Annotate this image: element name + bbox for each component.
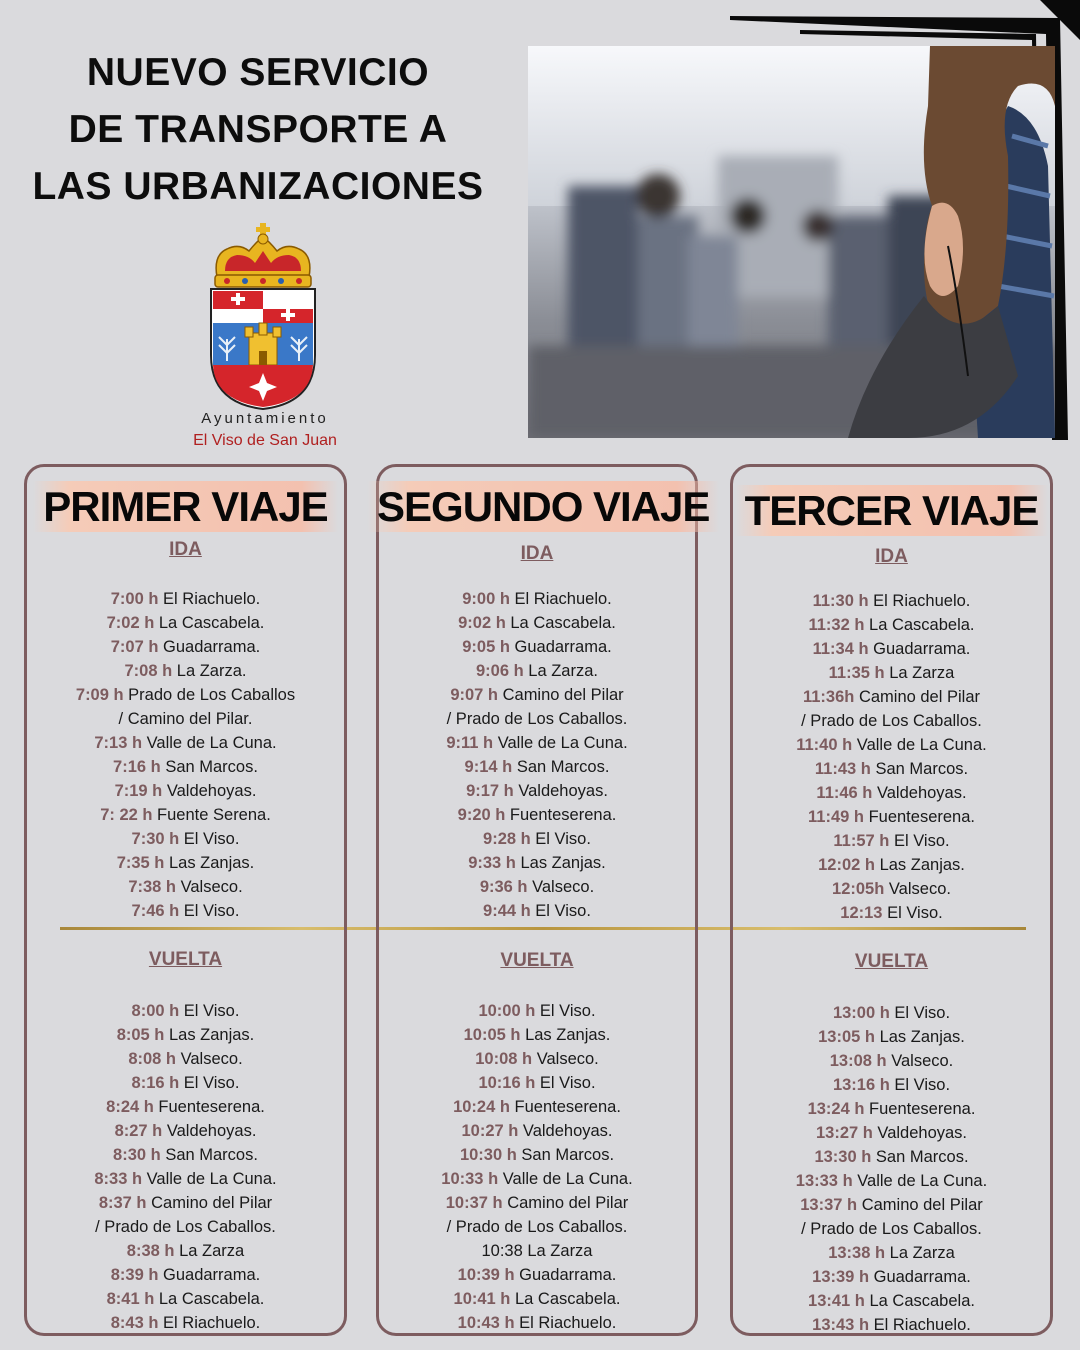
schedule-time: 10:37 h bbox=[445, 1194, 503, 1212]
schedule-row bbox=[733, 589, 1050, 613]
schedule-row bbox=[27, 899, 344, 923]
bus-interior-photo bbox=[528, 46, 1055, 438]
schedule-stop: La Zarza bbox=[884, 664, 955, 682]
schedule-stop: El Riachuelo. bbox=[509, 590, 612, 608]
schedule-row bbox=[27, 1239, 344, 1263]
schedule-stop: El Viso. bbox=[179, 830, 240, 848]
schedule-time: 13:05 h bbox=[818, 1028, 875, 1046]
schedule-time: 9:00 h bbox=[462, 590, 510, 608]
ida-label: IDA bbox=[169, 539, 202, 560]
schedule-row bbox=[27, 779, 344, 803]
schedule-time: 7:19 h bbox=[114, 782, 163, 800]
vuelta-schedule bbox=[27, 999, 344, 1335]
schedule-row bbox=[733, 1193, 1050, 1217]
schedule-time: 11:40 h bbox=[796, 736, 853, 754]
schedule-row bbox=[379, 779, 695, 803]
schedule-time: 9:33 h bbox=[468, 854, 516, 872]
schedule-time: 11:30 h bbox=[812, 592, 869, 610]
schedule-stop: Guadarrama. bbox=[509, 638, 612, 656]
schedule-time: 10:41 h bbox=[453, 1290, 511, 1308]
schedule-stop: San Marcos. bbox=[160, 1146, 258, 1164]
schedule-time: 8:16 h bbox=[131, 1074, 180, 1092]
schedule-row bbox=[733, 613, 1050, 637]
vuelta-schedule bbox=[379, 999, 695, 1335]
schedule-stop: El Riachuelo. bbox=[869, 1316, 971, 1334]
ida-label: IDA bbox=[875, 546, 908, 567]
schedule-stop: Camino del Pilar bbox=[502, 1194, 629, 1212]
schedule-row bbox=[27, 1311, 344, 1335]
schedule-time: 10:24 h bbox=[453, 1098, 510, 1116]
schedule-stop: San Marcos. bbox=[870, 760, 969, 778]
schedule-stop: Valseco. bbox=[886, 1052, 954, 1070]
schedule-stop: El Viso. bbox=[882, 904, 943, 922]
schedule-stop: San Marcos. bbox=[516, 1146, 615, 1164]
schedule-time: 7:46 h bbox=[131, 902, 180, 920]
schedule-row bbox=[733, 1169, 1050, 1193]
schedule-time: 9:28 h bbox=[483, 830, 531, 848]
schedule-time: 8:24 h bbox=[106, 1098, 154, 1116]
schedule-time: 13:27 h bbox=[815, 1124, 873, 1142]
title-line-2: DE TRANSPORTE A bbox=[68, 108, 448, 151]
schedule-row bbox=[27, 1023, 344, 1047]
schedule-time: 9:20 h bbox=[457, 806, 506, 824]
schedule-row bbox=[733, 733, 1050, 757]
schedule-row bbox=[733, 781, 1050, 805]
schedule-row bbox=[733, 1217, 1050, 1241]
ida-schedule bbox=[733, 589, 1050, 925]
schedule-row bbox=[379, 1071, 695, 1095]
schedule-time: 10:05 h bbox=[463, 1026, 521, 1044]
schedule-stop: La Cascabela. bbox=[505, 614, 616, 632]
schedule-stop: El Viso. bbox=[535, 1074, 596, 1092]
schedule-stop: Las Zanjas. bbox=[874, 1028, 965, 1046]
vuelta-label: VUELTA bbox=[148, 949, 223, 970]
schedule-row bbox=[733, 1145, 1050, 1169]
schedule-stop: La Zarza bbox=[885, 1244, 955, 1262]
schedule-time: 13:39 h bbox=[812, 1268, 870, 1286]
trip-column-1 bbox=[24, 464, 347, 1336]
schedule-stop: Valseco. bbox=[176, 878, 243, 896]
schedule-stop: Las Zanjas. bbox=[164, 1026, 255, 1044]
schedule-row bbox=[27, 1215, 344, 1239]
schedule-time: 7:07 h bbox=[110, 638, 159, 656]
schedule-time: 13:16 h bbox=[832, 1076, 890, 1094]
schedule-stop: El Viso. bbox=[530, 902, 591, 920]
schedule-time: 11:32 h bbox=[808, 616, 865, 634]
schedule-time: 10:16 h bbox=[478, 1074, 536, 1092]
schedule-time: 12:05h bbox=[832, 880, 885, 898]
schedule-row bbox=[379, 731, 695, 755]
schedule-time: 9:06 h bbox=[476, 662, 524, 680]
schedule-row bbox=[733, 685, 1050, 709]
schedule-row bbox=[733, 1025, 1050, 1049]
schedule-stop: Las Zanjas. bbox=[164, 854, 255, 872]
schedule-time: 11:49 h bbox=[808, 808, 864, 826]
vuelta-label: VUELTA bbox=[854, 951, 929, 972]
schedule-stop: Valdehoyas. bbox=[162, 1122, 257, 1140]
schedule-stop: Valseco. bbox=[527, 878, 595, 896]
schedule-row bbox=[27, 659, 344, 683]
schedule-row bbox=[379, 1143, 695, 1167]
schedule-row bbox=[379, 1239, 695, 1263]
schedule-stop: Fuenteserena. bbox=[153, 1098, 265, 1116]
schedule-stop: La Cascabela. bbox=[864, 1292, 975, 1310]
schedule-time: 7:35 h bbox=[116, 854, 165, 872]
schedule-time: 8:43 h bbox=[110, 1314, 159, 1332]
schedule-row bbox=[379, 1167, 695, 1191]
schedule-time: 11:43 h bbox=[814, 760, 871, 778]
schedule-stop: / Prado de Los Caballos. bbox=[95, 1218, 276, 1236]
schedule-stop: Valdehoyas. bbox=[162, 782, 257, 800]
schedule-row bbox=[379, 1047, 695, 1071]
schedule-row bbox=[379, 755, 695, 779]
schedule-row bbox=[27, 1191, 344, 1215]
ida-schedule bbox=[379, 587, 695, 923]
schedule-time: 9:07 h bbox=[450, 686, 499, 704]
schedule-row bbox=[379, 635, 695, 659]
schedule-row bbox=[27, 587, 344, 611]
schedule-stop: El Viso. bbox=[530, 830, 591, 848]
title-line-3: LAS URBANIZACIONES bbox=[32, 165, 484, 208]
trip-heading: TERCER VIAJE bbox=[721, 487, 1062, 535]
schedule-time: 11:36h bbox=[802, 688, 855, 706]
schedule-stop: / Prado de Los Caballos. bbox=[801, 1220, 982, 1238]
schedule-row bbox=[733, 661, 1050, 685]
municipality-label: Ayuntamiento bbox=[201, 410, 329, 427]
schedule-time: 9:02 h bbox=[458, 614, 506, 632]
schedule-stop: Valle de La Cuna. bbox=[498, 1170, 633, 1188]
schedule-stop: El Riachuelo. bbox=[868, 592, 971, 610]
schedule-stop: El Viso. bbox=[179, 1074, 240, 1092]
schedule-time: 7: 22 h bbox=[100, 806, 153, 824]
schedule-row bbox=[379, 999, 695, 1023]
schedule-stop: El Viso. bbox=[535, 1002, 596, 1020]
schedule-time: 8:38 h bbox=[126, 1242, 175, 1260]
schedule-row bbox=[27, 1167, 344, 1191]
schedule-stop: Camino del Pilar bbox=[146, 1194, 273, 1212]
schedule-stop: Valle de La Cuna. bbox=[852, 1172, 988, 1190]
schedule-time: 13:30 h bbox=[814, 1148, 872, 1166]
schedule-row bbox=[733, 877, 1050, 901]
schedule-time: 10:33 h bbox=[441, 1170, 499, 1188]
coat-of-arms-icon bbox=[205, 215, 321, 410]
schedule-stop: Guadarrama. bbox=[869, 1268, 971, 1286]
schedule-row bbox=[379, 803, 695, 827]
schedule-time: 7:02 h bbox=[106, 614, 155, 632]
schedule-time: 12:13 bbox=[840, 904, 883, 922]
vuelta-schedule bbox=[733, 1001, 1050, 1337]
schedule-stop: Valseco. bbox=[176, 1050, 243, 1068]
schedule-time: 10:00 h bbox=[478, 1002, 536, 1020]
schedule-stop: Camino del Pilar bbox=[498, 686, 624, 704]
schedule-time: 9:11 h bbox=[446, 734, 494, 752]
schedule-time: 8:08 h bbox=[128, 1050, 177, 1068]
schedule-time: 7:13 h bbox=[94, 734, 143, 752]
schedule-stop: Fuenteserena. bbox=[863, 808, 975, 826]
schedule-row bbox=[27, 1071, 344, 1095]
schedule-time: 7:16 h bbox=[113, 758, 161, 776]
schedule-time: 13:33 h bbox=[795, 1172, 853, 1190]
schedule-time: 8:00 h bbox=[131, 1002, 180, 1020]
schedule-row bbox=[27, 611, 344, 635]
schedule-time: 8:39 h bbox=[110, 1266, 159, 1284]
schedule-stop: San Marcos. bbox=[512, 758, 610, 776]
schedule-time: 13:37 h bbox=[800, 1196, 858, 1214]
schedule-row bbox=[27, 999, 344, 1023]
schedule-stop: Camino del Pilar bbox=[857, 1196, 983, 1214]
schedule-row bbox=[733, 853, 1050, 877]
schedule-row bbox=[27, 1263, 344, 1287]
schedule-row bbox=[27, 731, 344, 755]
schedule-time: 13:24 h bbox=[807, 1100, 865, 1118]
schedule-row bbox=[379, 1095, 695, 1119]
schedule-time: 7:38 h bbox=[128, 878, 177, 896]
schedule-row bbox=[27, 1095, 344, 1119]
schedule-time: 7:30 h bbox=[131, 830, 180, 848]
schedule-row bbox=[379, 1311, 695, 1335]
schedule-stop: Las Zanjas. bbox=[874, 856, 965, 874]
schedule-row bbox=[379, 1191, 695, 1215]
schedule-time: 8:41 h bbox=[106, 1290, 155, 1308]
schedule-stop: Valle de La Cuna. bbox=[142, 734, 277, 752]
schedule-stop: Valdehoyas. bbox=[513, 782, 608, 800]
schedule-stop: La Cascabela. bbox=[154, 1290, 265, 1308]
schedule-row bbox=[379, 587, 695, 611]
trip-column-3 bbox=[730, 464, 1053, 1336]
schedule-stop: Fuenteserena. bbox=[509, 1098, 621, 1116]
schedule-row bbox=[379, 851, 695, 875]
schedule-row bbox=[379, 1119, 695, 1143]
schedule-row bbox=[379, 875, 695, 899]
schedule-time: 9:36 h bbox=[479, 878, 528, 896]
schedule-row bbox=[27, 755, 344, 779]
schedule-row bbox=[27, 827, 344, 851]
schedule-stop: La Zarza bbox=[174, 1242, 245, 1260]
schedule-row bbox=[733, 1073, 1050, 1097]
schedule-row bbox=[379, 1023, 695, 1047]
schedule-row bbox=[733, 1097, 1050, 1121]
schedule-stop: Guadarrama. bbox=[158, 638, 261, 656]
schedule-time: 13:08 h bbox=[829, 1052, 887, 1070]
schedule-row bbox=[733, 805, 1050, 829]
schedule-time: 11:35 h bbox=[828, 664, 885, 682]
schedule-stop: El Riachuelo. bbox=[158, 590, 261, 608]
schedule-row bbox=[733, 757, 1050, 781]
ida-schedule bbox=[27, 587, 344, 923]
schedule-stop: La Zarza. bbox=[523, 662, 598, 680]
schedule-time: 10:08 h bbox=[475, 1050, 533, 1068]
schedule-row bbox=[379, 659, 695, 683]
schedule-time: 10:27 h bbox=[461, 1122, 519, 1140]
title-line-1: NUEVO SERVICIO bbox=[86, 51, 430, 94]
schedule-stop: / Prado de Los Caballos. bbox=[801, 712, 982, 730]
schedule-time: 13:00 h bbox=[832, 1004, 890, 1022]
schedule-stop: El Riachuelo. bbox=[514, 1314, 617, 1332]
schedule-stop: Valle de La Cuna. bbox=[852, 736, 987, 754]
schedule-row bbox=[27, 1143, 344, 1167]
schedule-row bbox=[733, 1001, 1050, 1025]
schedule-stop: Valle de La Cuna. bbox=[142, 1170, 277, 1188]
schedule-stop: La Cascabela. bbox=[154, 614, 265, 632]
municipality-name: El Viso de San Juan bbox=[193, 432, 337, 449]
schedule-time: 7:08 h bbox=[124, 662, 173, 680]
schedule-stop: Valseco. bbox=[532, 1050, 599, 1068]
schedule-row bbox=[27, 851, 344, 875]
schedule-row bbox=[733, 637, 1050, 661]
schedule-row bbox=[27, 635, 344, 659]
schedule-row bbox=[379, 1263, 695, 1287]
schedule-stop: Valdehoyas. bbox=[518, 1122, 613, 1140]
schedule-time: 7:00 h bbox=[110, 590, 159, 608]
schedule-time: 8:37 h bbox=[98, 1194, 147, 1212]
schedule-stop: Guadarrama. bbox=[158, 1266, 261, 1284]
schedule-row bbox=[27, 1047, 344, 1071]
schedule-time: 8:30 h bbox=[113, 1146, 161, 1164]
schedule-row bbox=[379, 707, 695, 731]
schedule-stop: Valseco. bbox=[884, 880, 951, 898]
schedule-stop: La Cascabela. bbox=[864, 616, 975, 634]
schedule-stop: El Riachuelo. bbox=[158, 1314, 261, 1332]
schedule-row bbox=[733, 709, 1050, 733]
schedule-stop: Fuenteserena. bbox=[864, 1100, 976, 1118]
schedule-stop: Guadarrama. bbox=[514, 1266, 617, 1284]
schedule-row bbox=[27, 875, 344, 899]
schedule-row bbox=[379, 1287, 695, 1311]
schedule-time: 9:14 h bbox=[464, 758, 513, 776]
schedule-stop: Valle de La Cuna. bbox=[493, 734, 628, 752]
schedule-stop: San Marcos. bbox=[871, 1148, 969, 1166]
schedule-time: 13:41 h bbox=[808, 1292, 865, 1310]
schedule-row bbox=[379, 683, 695, 707]
schedule-time: 8:27 h bbox=[114, 1122, 163, 1140]
schedule-stop: / Prado de Los Caballos. bbox=[446, 1218, 628, 1236]
ida-label: IDA bbox=[520, 543, 554, 564]
schedule-stop: El Viso. bbox=[889, 832, 950, 850]
schedule-row bbox=[27, 707, 344, 731]
page-title bbox=[20, 44, 496, 215]
schedule-stop: Guadarrama. bbox=[868, 640, 971, 658]
schedule-stop: El Viso. bbox=[889, 1076, 951, 1094]
schedule-row bbox=[733, 1313, 1050, 1337]
schedule-row bbox=[27, 803, 344, 827]
schedule-row bbox=[733, 901, 1050, 925]
schedule-row bbox=[379, 899, 695, 923]
schedule-stop: Las Zanjas. bbox=[520, 1026, 611, 1044]
trip-heading: SEGUNDO VIAJE bbox=[367, 483, 707, 531]
schedule-time: 9:05 h bbox=[462, 638, 510, 656]
schedule-stop: Prado de Los Caballos bbox=[123, 686, 296, 704]
schedule-row bbox=[733, 829, 1050, 853]
schedule-time: 13:38 h bbox=[828, 1244, 886, 1262]
schedule-stop: San Marcos. bbox=[160, 758, 258, 776]
schedule-stop: / Prado de Los Caballos. bbox=[446, 710, 628, 728]
schedule-stop: 10:38 La Zarza bbox=[481, 1242, 593, 1260]
schedule-row bbox=[379, 1215, 695, 1239]
schedule-time: 10:39 h bbox=[457, 1266, 515, 1284]
schedule-time: 8:05 h bbox=[116, 1026, 165, 1044]
schedule-row bbox=[27, 683, 344, 707]
schedule-time: 11:34 h bbox=[812, 640, 869, 658]
schedule-row bbox=[733, 1049, 1050, 1073]
trip-heading: PRIMER VIAJE bbox=[15, 483, 356, 531]
schedule-stop: El Viso. bbox=[889, 1004, 951, 1022]
schedule-time: 9:17 h bbox=[466, 782, 514, 800]
schedule-stop: Valdehoyas. bbox=[872, 784, 967, 802]
schedule-row bbox=[733, 1265, 1050, 1289]
schedule-time: 12:02 h bbox=[818, 856, 875, 874]
schedule-stop: Valdehoyas. bbox=[872, 1124, 968, 1142]
schedule-row bbox=[733, 1289, 1050, 1313]
trip-column-2 bbox=[376, 464, 710, 1336]
schedule-stop: Camino del Pilar bbox=[854, 688, 980, 706]
schedule-time: 10:30 h bbox=[459, 1146, 517, 1164]
schedule-row bbox=[379, 827, 695, 851]
schedule-time: 11:46 h bbox=[816, 784, 873, 802]
schedule-time: 8:33 h bbox=[94, 1170, 143, 1188]
schedule-stop: / Camino del Pilar. bbox=[118, 710, 253, 728]
vuelta-label: VUELTA bbox=[500, 950, 574, 971]
schedule-stop: El Viso. bbox=[179, 902, 240, 920]
schedule-row bbox=[733, 1121, 1050, 1145]
schedule-stop: La Cascabela. bbox=[510, 1290, 621, 1308]
schedule-row bbox=[379, 611, 695, 635]
schedule-stop: La Zarza. bbox=[172, 662, 247, 680]
schedule-row bbox=[733, 1241, 1050, 1265]
schedule-stop: Fuente Serena. bbox=[152, 806, 271, 824]
schedule-time: 10:43 h bbox=[457, 1314, 515, 1332]
schedule-stop: Las Zanjas. bbox=[515, 854, 606, 872]
schedule-row bbox=[27, 1119, 344, 1143]
schedule-time: 7:09 h bbox=[75, 686, 124, 704]
schedule-time: 13:43 h bbox=[812, 1316, 870, 1334]
schedule-time: 9:44 h bbox=[483, 902, 531, 920]
schedule-stop: El Viso. bbox=[179, 1002, 240, 1020]
schedule-row bbox=[27, 1287, 344, 1311]
schedule-time: 11:57 h bbox=[833, 832, 890, 850]
schedule-stop: Fuenteserena. bbox=[505, 806, 617, 824]
